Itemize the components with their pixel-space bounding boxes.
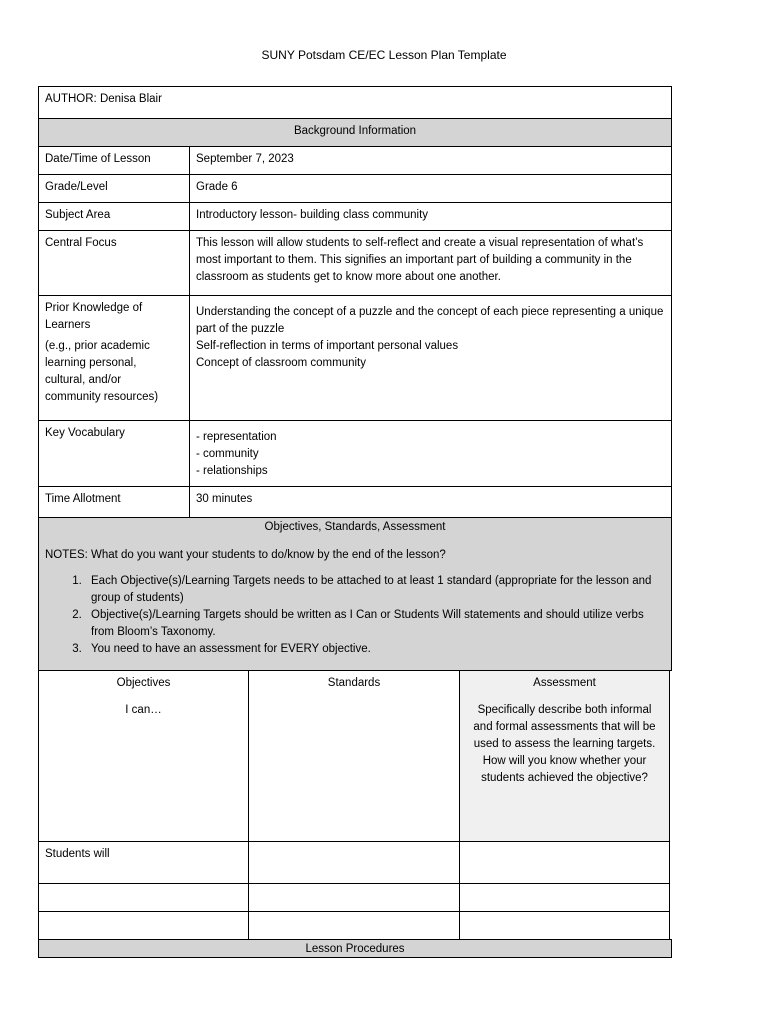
date-label-cell [38,146,190,175]
time-value: 30 minutes [196,493,253,505]
objectives-notes-list [45,573,665,658]
grade-label: Grade/Level [45,181,108,193]
prior-knowledge-label: Prior Knowledge of Learners [45,302,143,331]
assessment-col-label: Assessment [533,677,596,689]
prior-knowledge-label-cell [38,295,190,421]
standards-column-header [248,670,460,842]
grade-label-cell [38,174,190,203]
procedures-header-label: Lesson Procedures [305,943,405,955]
prior-knowledge-line: Concept of classroom community [196,357,367,369]
date-label: Date/Time of Lesson [45,153,151,165]
subject-value-cell [189,202,672,231]
central-focus-label-cell [38,230,190,296]
empty-objective-cell [38,883,249,912]
assessment-description: Specifically describe both informal and formal assessments that will be used to assess the learning targets. How will you know whether your students achieved the objective? [473,704,656,784]
author-text: AUTHOR: Denisa Blair [45,93,162,105]
objectives-header: Objectives, Standards, Assessment [264,521,446,533]
vocabulary-label: Key Vocabulary [45,427,125,439]
i-can-label: I can… [125,704,162,716]
background-header [38,118,672,147]
notes-list-item: 3. You need to have an assessment for EVERY objective. [85,641,665,658]
time-value-cell [189,486,672,518]
students-will-cell [38,841,249,884]
objectives-notes-section [38,517,672,671]
author-row [38,86,672,119]
prior-knowledge-note: (e.g., prior academic learning personal, cultural, and/or community resources) [45,340,159,403]
background-header-label: Background Information [293,125,417,137]
prior-knowledge-line: Self-reflection in terms of important personal values [196,340,459,352]
subject-label-cell [38,202,190,231]
vocabulary-item: - representation [196,431,277,443]
empty-assessment-cell [459,911,670,940]
objectives-column-header [38,670,249,842]
time-label-cell [38,486,190,518]
central-focus-value-cell [189,230,672,296]
notes-list-item: 1. Each Objective(s)/Learning Targets needs to be attached to at least 1 standard (appropriate for the lesson and group of students) [85,573,665,607]
central-focus-label: Central Focus [45,237,117,249]
time-label: Time Allotment [45,493,121,505]
standards-cell [248,841,460,884]
vocabulary-item: - relationships [196,465,268,477]
empty-standards-cell [248,883,460,912]
date-value-cell [189,146,672,175]
vocabulary-item: - community [196,448,259,460]
document-title: SUNY Potsdam CE/EC Lesson Plan Template [261,48,507,62]
date-value: September 7, 2023 [196,153,294,165]
vocabulary-label-cell [38,420,190,487]
empty-standards-cell [248,911,460,940]
students-will-label: Students will [45,848,110,860]
assessment-column-header [459,670,670,842]
notes-list-item: 2. Objective(s)/Learning Targets should be written as I Can or Students Will statements and should utilize verbs from Bloom’s Taxonomy. [85,607,665,641]
prior-knowledge-value-cell [189,295,672,421]
standards-col-label: Standards [327,677,381,689]
objectives-col-label: Objectives [116,677,171,689]
grade-value: Grade 6 [196,181,238,193]
empty-assessment-cell [459,883,670,912]
subject-label: Subject Area [45,209,111,221]
procedures-header [38,939,672,958]
assessment-cell [459,841,670,884]
prior-knowledge-line: Understanding the concept of a puzzle and the concept of each piece representing a unique part of the puzzle [196,306,664,335]
empty-objective-cell [38,911,249,940]
subject-value: Introductory lesson- building class community [196,209,429,221]
objectives-notes: NOTES: What do you want your students to do/know by the end of the lesson? [45,549,446,561]
vocabulary-value-cell [189,420,672,487]
central-focus-text: This lesson will allow students to self-reflect and create a visual representation of what’s most important to them. This signifies an important part of building a community in the classroom as students get to know more about one another. [196,237,644,283]
grade-value-cell [189,174,672,203]
